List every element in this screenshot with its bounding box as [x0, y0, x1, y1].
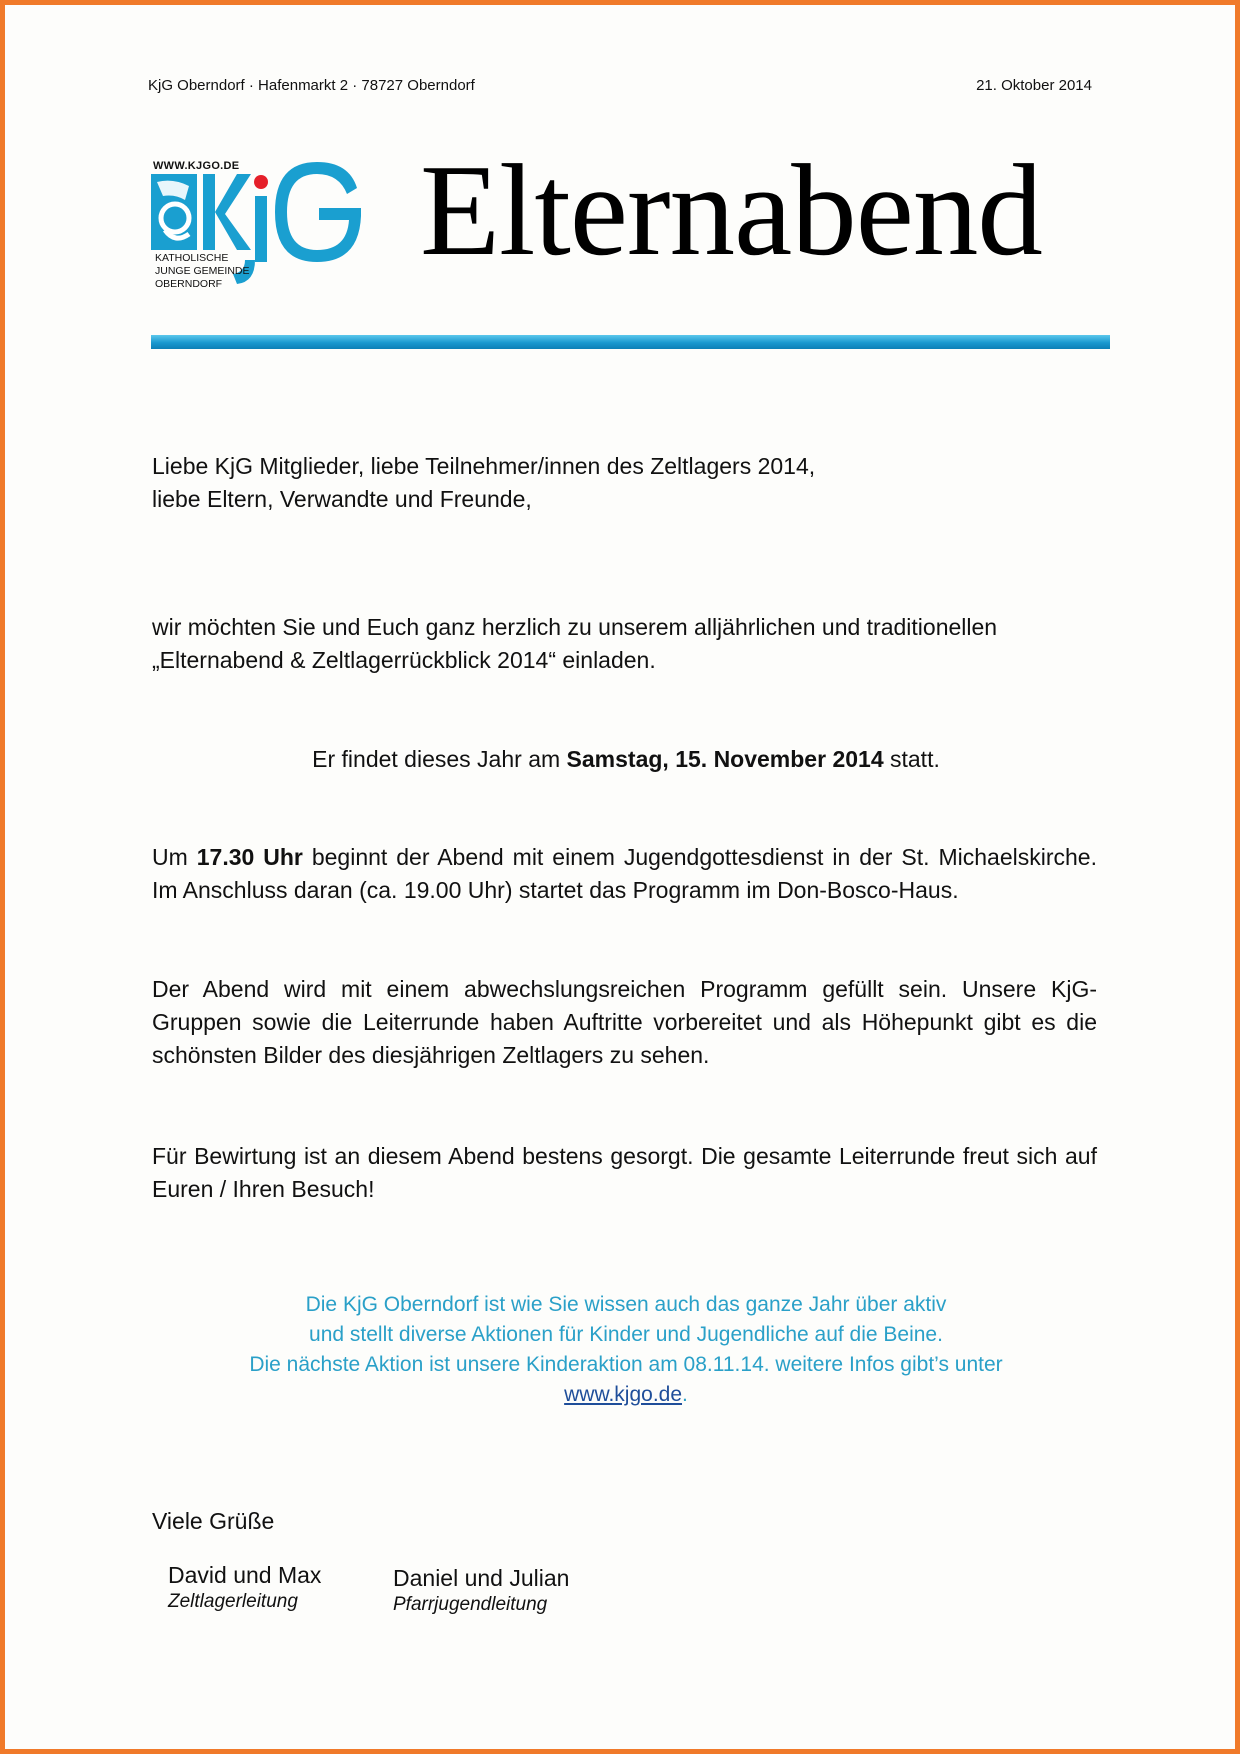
catering-paragraph: Für Bewirtung ist an diesem Abend bestens gesorgt. Die gesamte Leiterrunde freut sich auf Euren / Ihren Besuch!	[152, 1143, 1097, 1202]
logo-caption-line: KATHOLISCHE	[155, 252, 229, 264]
start-time: 17.30 Uhr	[196, 844, 303, 870]
event-date-line	[152, 743, 1100, 776]
signature-role: Pfarrjugendleitung	[393, 1594, 548, 1615]
closing-greeting: Viele Grüße	[152, 1508, 275, 1534]
page-title: Elternabend	[420, 138, 1042, 283]
info-notice	[152, 1290, 1100, 1410]
signature-block	[168, 1560, 321, 1614]
date-suffix: statt.	[883, 746, 940, 772]
website-link[interactable]: www.kjgo.de	[564, 1383, 683, 1406]
logo-caption-line: OBERNDORF	[155, 278, 223, 290]
invitation-line: „Elternabend & Zeltlagerrückblick 2014“ einladen.	[152, 647, 656, 673]
invitation-line: wir möchten Sie und Euch ganz herzlich zu unserem alljährlichen und traditionellen	[152, 614, 998, 640]
signature-block	[393, 1563, 569, 1617]
letter-date: 21. Oktober 2014	[976, 77, 1092, 94]
info-line: Die KjG Oberndorf ist wie Sie wissen auch das ganze Jahr über aktiv	[305, 1293, 947, 1316]
logo-url: WWW.KJGO.DE	[153, 160, 240, 172]
program-paragraph: Der Abend wird mit einem abwechslungsreichen Programm gefüllt sein. Unsere KjG-Gruppen sowie die Leiterrunde haben Auftritte vorbereitet und als Höhepunkt gibt es die schönsten Bilder des diesjährigen Zeltlagers zu sehen.	[152, 976, 1097, 1068]
info-line: Die nächste Aktion ist unsere Kinderaktion am 08.11.14. weitere Infos gibt’s unter	[249, 1353, 1003, 1376]
sender-address: KjG Oberndorf · Hafenmarkt 2 · 78727 Oberndorf	[148, 77, 475, 94]
salutation-line: liebe Eltern, Verwandte und Freunde,	[152, 486, 532, 512]
salutation	[152, 450, 1102, 516]
event-date: Samstag, 15. November 2014	[566, 746, 884, 772]
invitation-paragraph	[152, 611, 1102, 677]
logo-caption-line: JUNGE GEMEINDE	[155, 265, 250, 277]
signature-name: Daniel und Julian	[393, 1565, 570, 1591]
info-line: und stellt diverse Aktionen für Kinder und Jugendliche auf die Beine.	[309, 1323, 943, 1346]
signature-name: David und Max	[168, 1562, 322, 1588]
date-prefix: Er findet dieses Jahr am	[312, 746, 567, 772]
salutation-line: Liebe KjG Mitglieder, liebe Teilnehmer/innen des Zeltlagers 2014,	[152, 453, 816, 479]
kjg-logo	[151, 160, 376, 295]
schedule-text: beginnt der Abend mit einem Jugendgottesdienst in der St. Michaelskirche. Im Anschluss daran (ca. 19.00 Uhr) startet das Programm im Don-Bosco-Haus.	[152, 844, 1097, 903]
logo-caption	[155, 252, 250, 291]
title-divider	[151, 335, 1110, 349]
schedule-prefix: Um	[152, 844, 197, 870]
signature-role: Zeltlagerleitung	[168, 1591, 298, 1612]
schedule-paragraph	[152, 841, 1097, 907]
link-suffix: .	[682, 1383, 688, 1406]
